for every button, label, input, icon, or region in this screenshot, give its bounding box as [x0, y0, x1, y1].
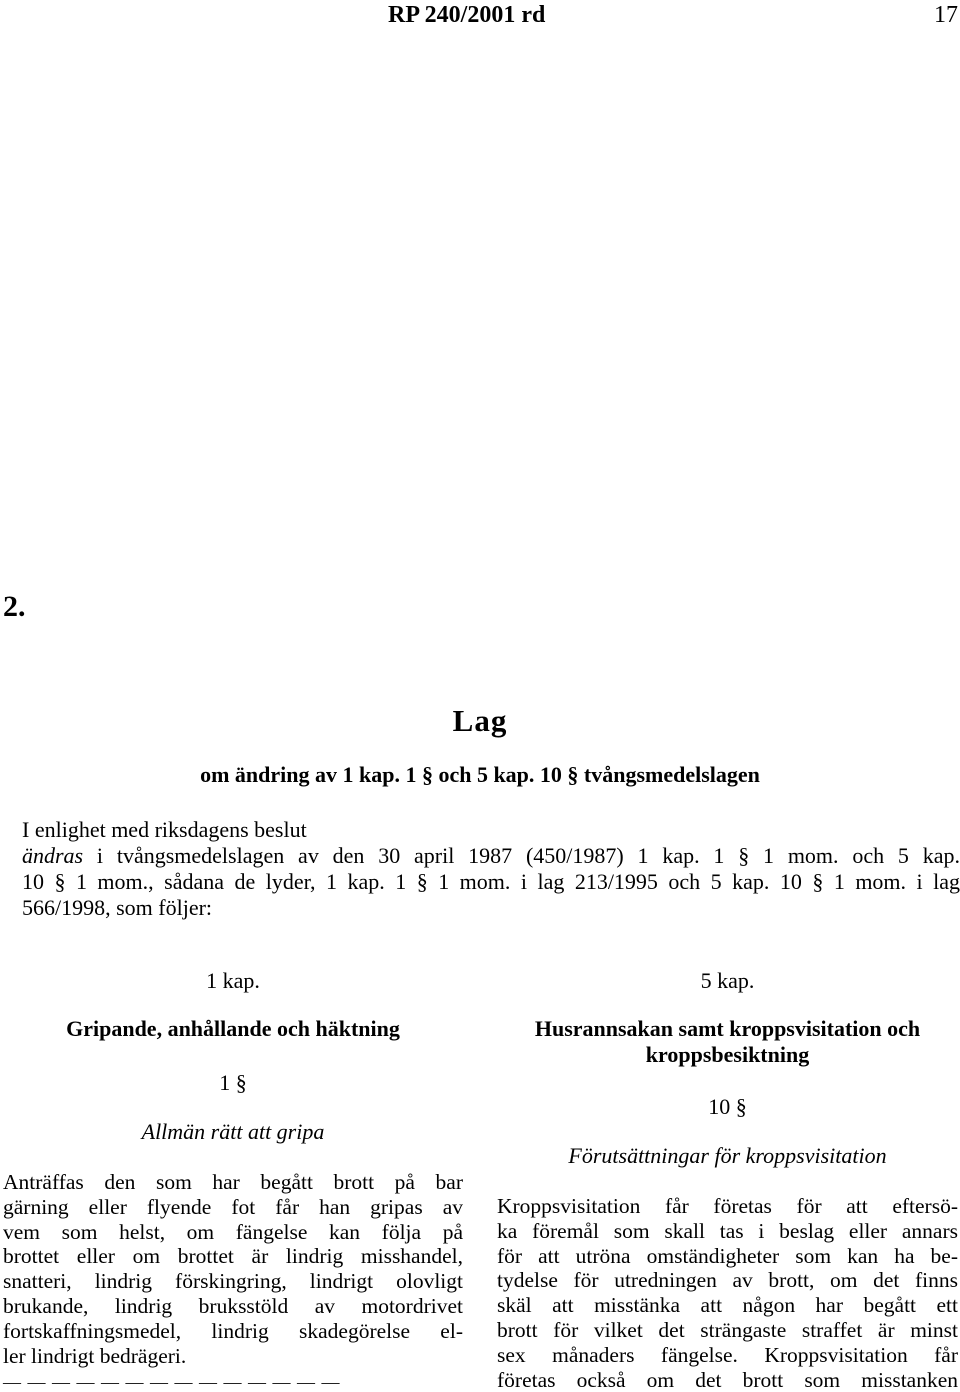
left-section-number: 1 § — [219, 1070, 247, 1095]
left-body-text — [3, 1170, 463, 1368]
section-number: 2. — [3, 590, 26, 623]
intro-line-2-text: i tvångsmedelslagen av den 30 april 1987 (450/1987) 1 kap. 1 § 1 mom. och 5 kap. — [83, 843, 960, 868]
right-chapter-heading-line-2: kroppsbesiktning — [645, 1042, 810, 1067]
body-line: Anträffas den som har begått brott på bar — [3, 1170, 463, 1194]
omission-marker: — — — — — — — — — — — — — — — [3, 1372, 341, 1392]
body-line: för att utröna omständigheter som kan ha be- — [497, 1243, 958, 1268]
body-line: vem som helst, om fängelse kan följa på — [3, 1219, 463, 1244]
intro-line-3: 10 § 1 mom., sådana de lyder, 1 kap. 1 § 1 mom. i lag 213/1995 och 5 kap. 10 § 1 mom. i lag — [22, 869, 960, 894]
intro-line-2 — [22, 843, 960, 869]
body-line: fortskaffningsmedel, lindrig skadegörelse el- — [3, 1318, 463, 1343]
left-section-heading: Allmän rätt att gripa — [141, 1119, 325, 1144]
body-line: tydelse för utredningen av brott, om det finns — [497, 1268, 958, 1293]
law-subtitle: om ändring av 1 kap. 1 § och 5 kap. 10 § tvångsmedelslagen — [200, 762, 760, 787]
intro-line-4: 566/1998, som följer: — [22, 895, 213, 920]
body-line: företas också om det brott som misstanken — [497, 1367, 958, 1392]
body-line: gärning eller flyende fot får han gripas av — [3, 1194, 463, 1219]
body-line: ler lindrigt bedrägeri. — [3, 1343, 187, 1368]
body-line: brottet eller om brottet är lindrig misshandel, — [3, 1244, 463, 1269]
body-line: sex månaders fängelse. Kroppsvisitation får — [497, 1342, 958, 1367]
right-chapter: 5 kap. — [700, 968, 755, 993]
page-number: 17 — [934, 2, 958, 28]
right-section-number: 10 § — [708, 1094, 747, 1119]
right-body-text — [497, 1194, 958, 1392]
body-line: Kroppsvisitation får företas för att eftersö- — [497, 1194, 958, 1218]
right-chapter-heading-line-1: Husrannsakan samt kroppsvisitation och — [534, 1016, 921, 1041]
intro-line-1: I enlighet med riksdagens beslut — [22, 817, 307, 842]
body-line: snatteri, lindrig förskingring, lindrigt olovligt — [3, 1269, 463, 1294]
right-section-heading: Förutsättningar för kroppsvisitation — [568, 1143, 887, 1168]
body-line: brukande, lindrig bruksstöld av motordrivet — [3, 1293, 463, 1318]
body-line: ka föremål som skall tas i beslag eller annars — [497, 1218, 958, 1243]
left-chapter: 1 kap. — [206, 968, 260, 993]
intro-emphasis: ändras — [22, 843, 84, 868]
body-line: brott för vilket det strängaste straffet är minst — [497, 1317, 958, 1342]
law-title: Lag — [452, 703, 508, 738]
left-chapter-heading: Gripande, anhållande och häktning — [66, 1016, 400, 1041]
document-reference: RP 240/2001 rd — [388, 2, 546, 28]
body-line: skäl att misstänka att någon har begått ett — [497, 1293, 958, 1318]
